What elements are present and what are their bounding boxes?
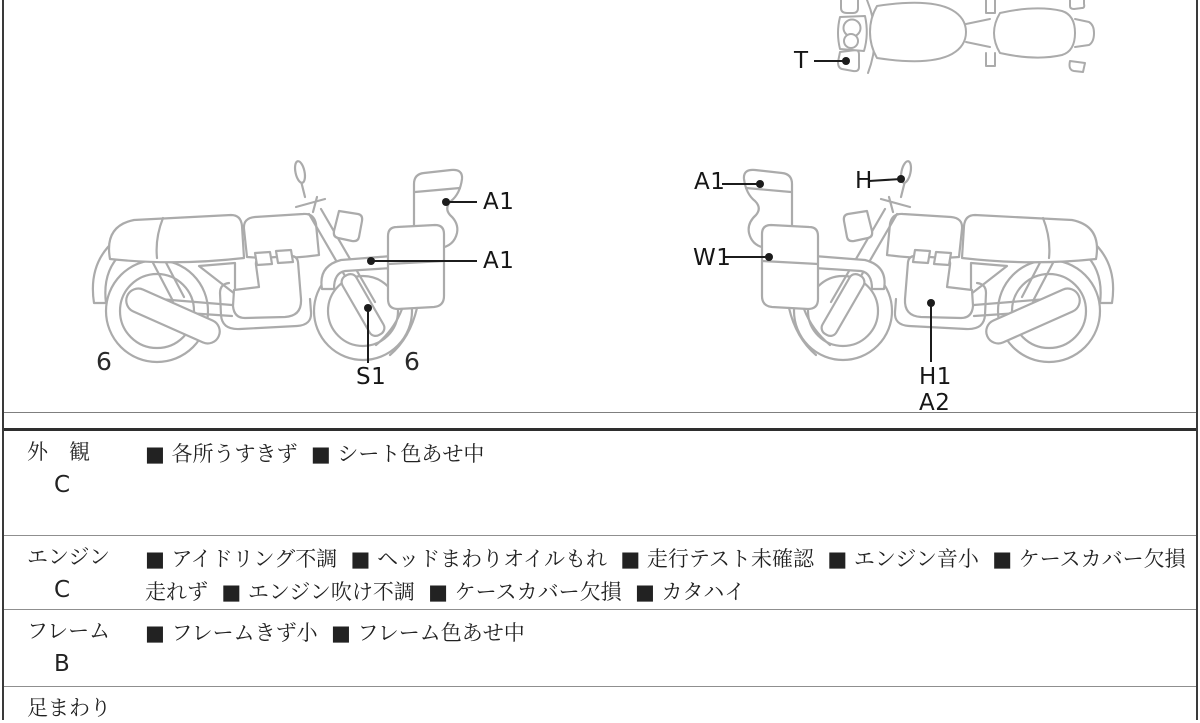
label-a2: A2 — [919, 390, 951, 416]
inspection-row-exterior — [4, 431, 1196, 535]
label-s1: S1 — [356, 364, 387, 390]
label-6-front: 6 — [404, 347, 420, 376]
diagram-section — [4, 0, 1196, 416]
inspection-items-exterior: ■ 各所うすきず ■ シート色あせ中 — [145, 442, 485, 466]
category-exterior: 外 観 — [27, 440, 90, 464]
label-a1-left-fender: A1 — [483, 248, 515, 274]
inspection-row-frame — [4, 609, 1196, 686]
grade-frame: B — [54, 651, 70, 678]
grade-engine: C — [54, 577, 71, 604]
label-a1-right: A1 — [694, 169, 726, 195]
category-cell — [4, 536, 141, 609]
label-6-rear: 6 — [96, 347, 112, 376]
label-h: H — [855, 168, 873, 194]
inspection-items-engine: ■ アイドリング不調 ■ ヘッドまわりオイルもれ ■ 走行テスト未確認 ■ エンジン音小 ■ ケースカバー欠損走れず ■ エンジン吹け不調 ■ ケースカバー欠損 ■ カタハイ — [145, 547, 1186, 605]
inspection-row-undercarriage — [4, 686, 1196, 723]
label-a1-left-upper: A1 — [483, 189, 515, 215]
category-cell — [4, 687, 141, 723]
inspection-items-undercarriage — [141, 687, 1196, 723]
category-undercarriage: 足まわり — [27, 696, 111, 720]
sheet-right-border — [1196, 0, 1198, 720]
motorcycle-top-view-art — [838, 0, 1094, 73]
label-t: T — [794, 48, 809, 74]
label-h1: H1 — [919, 364, 952, 390]
category-engine: エンジン — [27, 545, 110, 570]
sheet-left-border — [2, 0, 4, 720]
motorcycle-right-side-art — [744, 160, 1113, 362]
grade-exterior: C — [54, 472, 71, 498]
label-w1: W1 — [693, 245, 732, 271]
condition-table — [4, 428, 1196, 723]
category-cell — [4, 431, 141, 535]
inspection-row-engine — [4, 535, 1196, 609]
category-cell — [4, 610, 141, 686]
category-frame: フレーム — [27, 619, 111, 644]
inspection-items-frame: ■ フレームきず小 ■ フレーム色あせ中 — [145, 621, 525, 646]
